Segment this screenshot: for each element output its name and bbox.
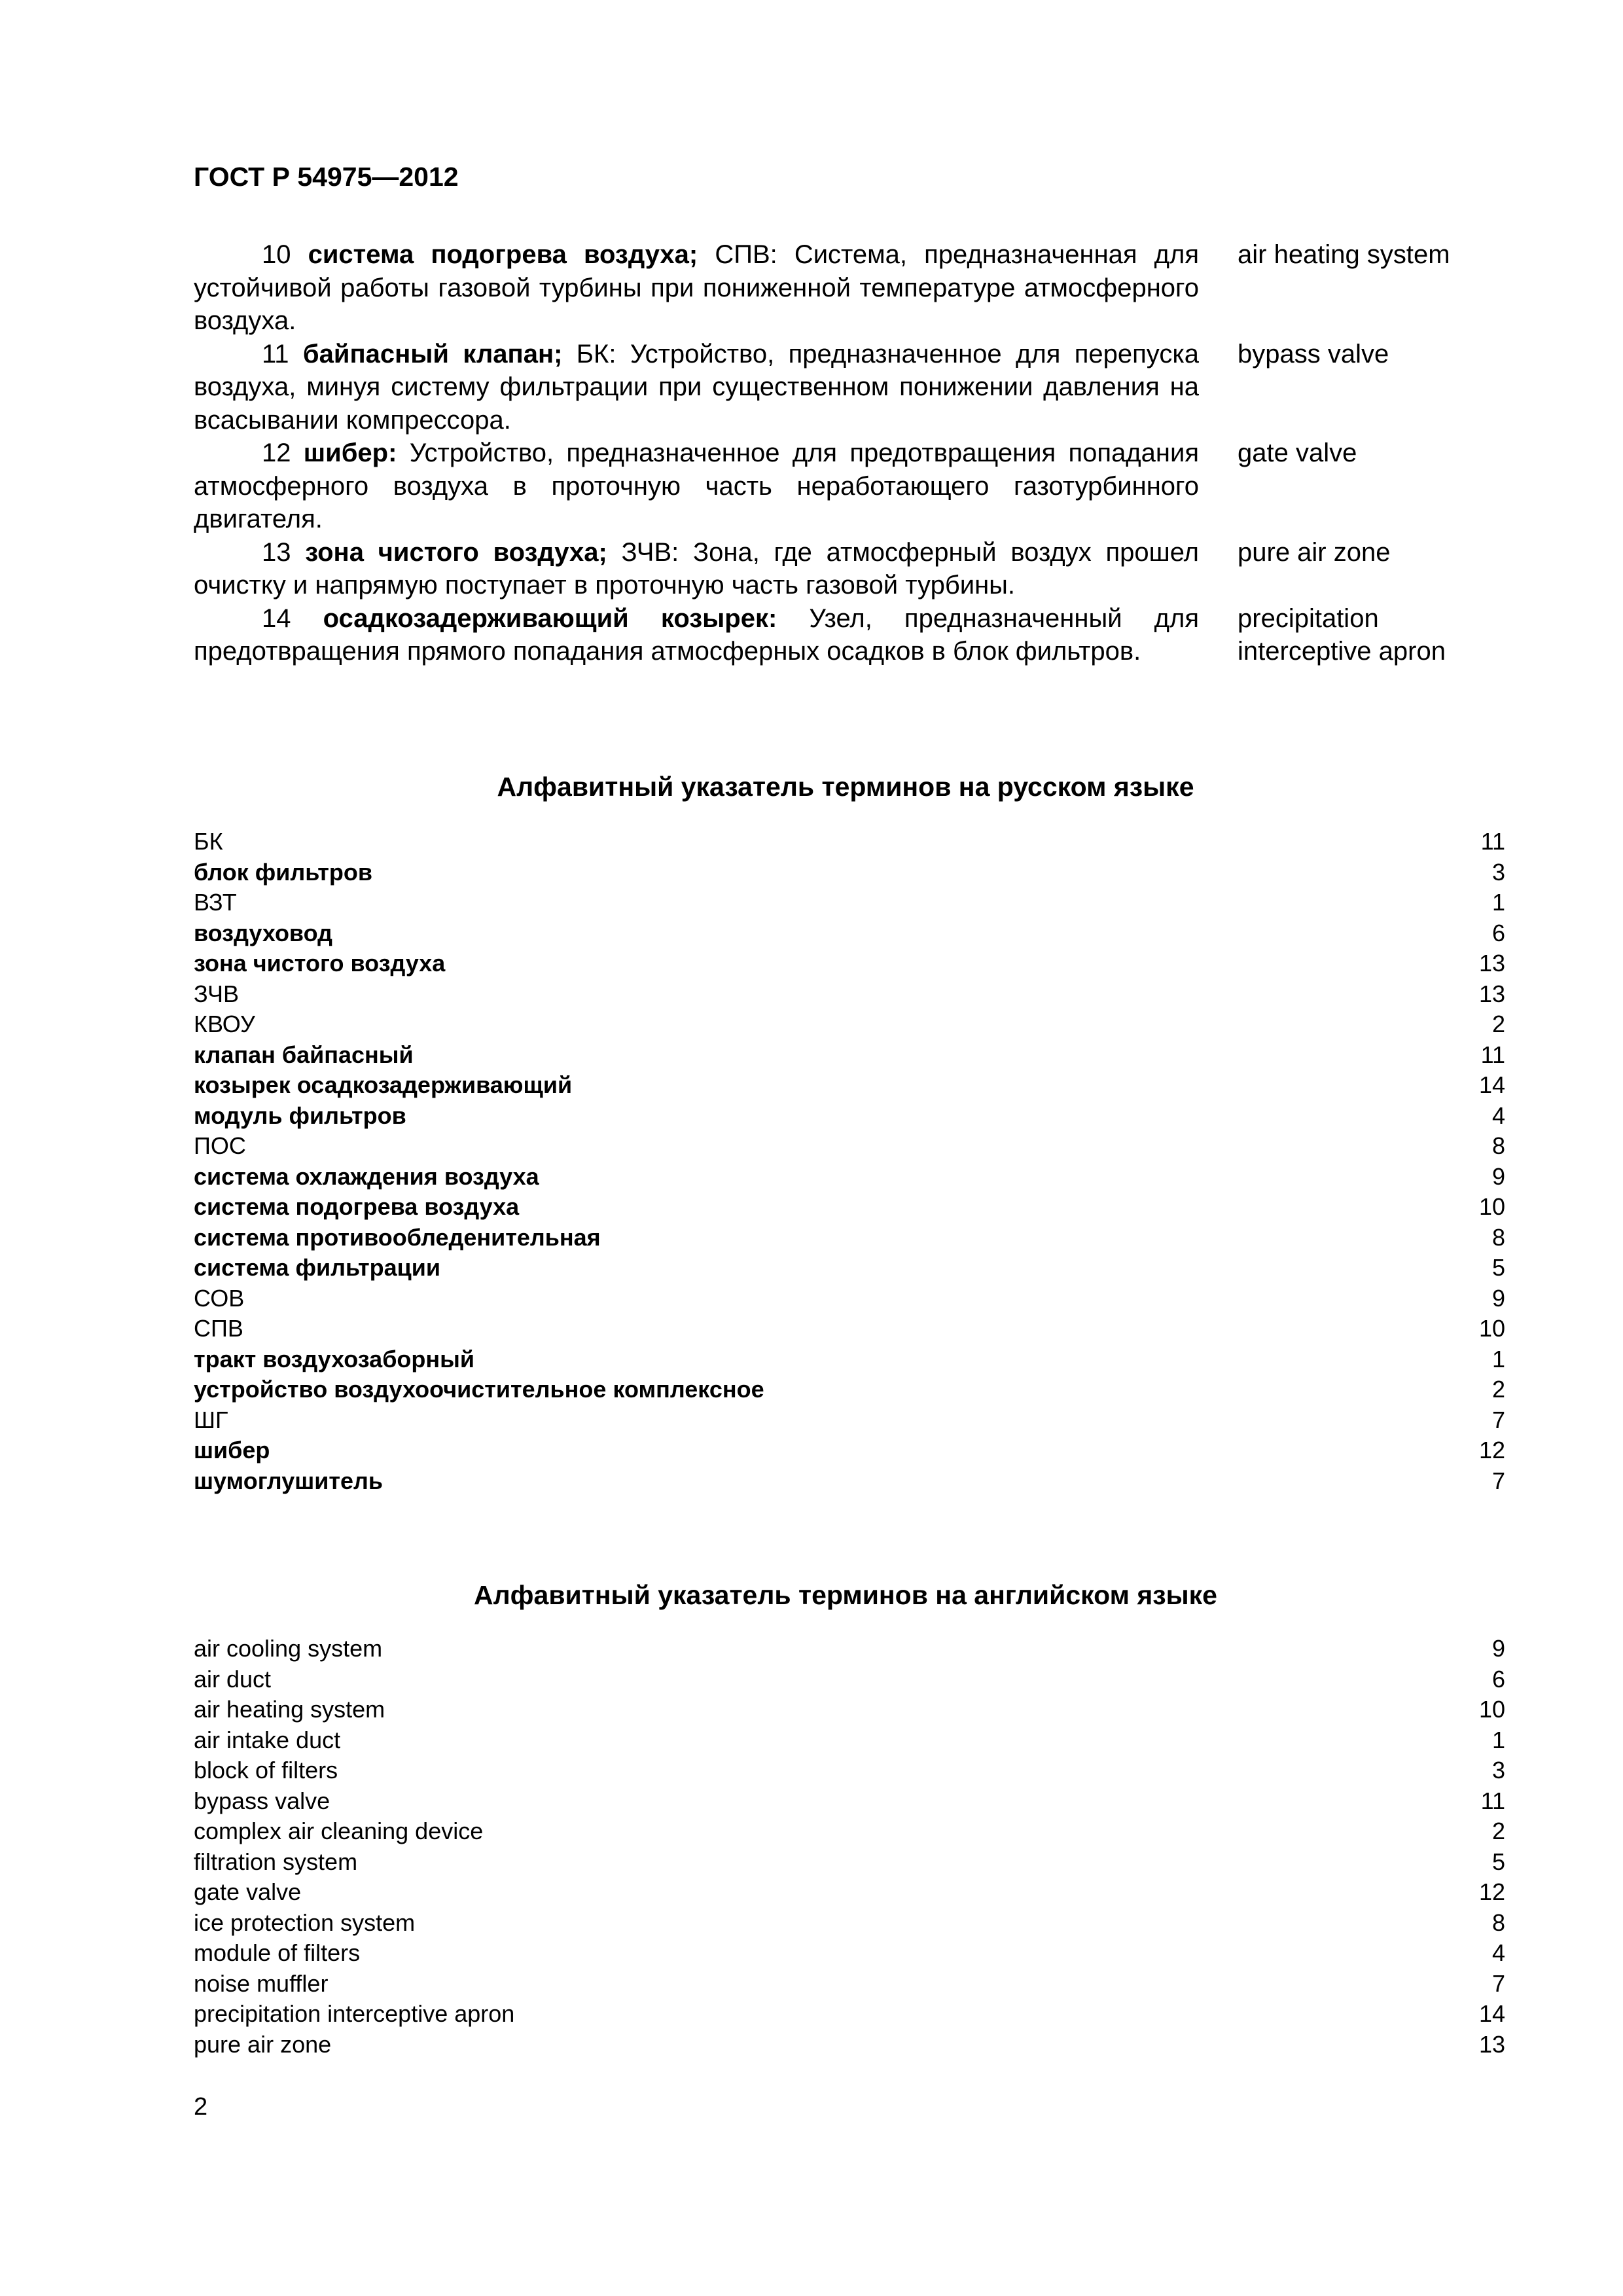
index-ref: 7 [1491, 1969, 1505, 1997]
index-entry [194, 948, 1505, 979]
index-entry [194, 1223, 1505, 1253]
page-number: 2 [194, 2093, 208, 2121]
index-entry [194, 1969, 1505, 2000]
term-definition [194, 536, 1199, 602]
index-ref: 10 [1478, 1696, 1505, 1723]
index-term: модуль фильтров [194, 1102, 406, 1129]
index-ref: 3 [1491, 858, 1505, 886]
index-ref: 9 [1491, 1635, 1505, 1662]
index-entry [194, 1816, 1505, 1847]
index-entry [194, 1435, 1505, 1466]
index-ref: 6 [1491, 919, 1505, 946]
index-ref: 2 [1491, 1011, 1505, 1037]
index-ref: 12 [1478, 1437, 1505, 1463]
russian-index-list [194, 827, 1505, 1496]
term-name: система подогрева воздуха; [308, 240, 698, 269]
term-entry [194, 238, 1503, 338]
index-ref: 8 [1491, 1132, 1505, 1159]
term-english: bypass valve [1238, 339, 1389, 368]
term-number: 10 [262, 240, 291, 269]
index-term: тракт воздухозаборный [194, 1345, 475, 1372]
term-name: шибер: [303, 439, 397, 467]
index-term: шумоглушитель [194, 1467, 383, 1494]
index-ref: 1 [1491, 1726, 1505, 1753]
index-entry [194, 1786, 1505, 1817]
index-entry [194, 1162, 1505, 1193]
index-entry [194, 1192, 1505, 1223]
index-entry [194, 1253, 1505, 1283]
term-english: precipitation interceptive apron [1238, 603, 1446, 666]
index-ref: 3 [1491, 1757, 1505, 1784]
index-term: precipitation interceptive apron [194, 2000, 515, 2027]
index-ref: 11 [1480, 828, 1505, 855]
index-entry [194, 1405, 1505, 1436]
index-ref: 14 [1478, 1071, 1505, 1098]
index-ref: 8 [1491, 1909, 1505, 1936]
index-term: ПОС [194, 1132, 246, 1159]
term-entry [194, 437, 1503, 536]
index-ref: 10 [1478, 1193, 1505, 1220]
term-english: gate valve [1238, 439, 1357, 467]
index-ref: 6 [1491, 1665, 1505, 1693]
index-term: система подогрева воздуха [194, 1193, 520, 1220]
term-number: 11 [262, 339, 289, 368]
index-entry [194, 1755, 1505, 1786]
index-term: БК [194, 828, 223, 855]
russian-index-title: Алфавитный указатель терминов на русском языке [497, 772, 1194, 802]
term-text: ЗЧВ: Зона, где атмосферный воздух прошел очистку и напрямую поступает в проточную часть газовой турбины. [194, 537, 1199, 600]
index-ref: 1 [1491, 889, 1505, 916]
index-term: air cooling system [194, 1635, 383, 1662]
index-term: ice protection system [194, 1909, 416, 1936]
index-entry [194, 1847, 1505, 1878]
index-entry [194, 857, 1505, 888]
index-term: шибер [194, 1437, 270, 1463]
index-term: КВОУ [194, 1011, 255, 1037]
term-definition [194, 602, 1199, 668]
index-term: module of filters [194, 1939, 361, 1966]
index-term: gate valve [194, 1878, 302, 1905]
index-entry [194, 1695, 1505, 1725]
term-entry [194, 602, 1503, 668]
term-name: осадкозадерживающий козырек: [323, 603, 777, 633]
index-entry [194, 1999, 1505, 2030]
index-term: air duct [194, 1665, 272, 1693]
term-english: air heating system [1238, 240, 1450, 269]
term-text: БК: Устройство, предназначенное для перепуска воздуха, минуя систему фильтрации при существенном понижении давления на всасывании компрессора. [194, 339, 1199, 435]
index-ref: 12 [1478, 1878, 1505, 1905]
index-ref: 10 [1478, 1315, 1505, 1342]
terms-list [194, 238, 1503, 668]
term-definition [194, 238, 1199, 338]
index-entry [194, 1938, 1505, 1969]
index-term: air heating system [194, 1696, 385, 1723]
term-number: 12 [262, 439, 291, 467]
english-index-list [194, 1634, 1505, 2060]
term-entry [194, 536, 1503, 602]
index-entry [194, 1070, 1505, 1101]
index-term: зона чистого воздуха [194, 950, 446, 977]
index-term: система фильтрации [194, 1254, 441, 1281]
index-ref: 11 [1480, 1787, 1505, 1814]
index-entry [194, 1634, 1505, 1664]
index-term: bypass valve [194, 1787, 330, 1814]
index-entry [194, 1101, 1505, 1132]
index-entry [194, 1664, 1505, 1695]
index-ref: 4 [1491, 1939, 1505, 1966]
index-term: блок фильтров [194, 858, 372, 886]
index-term: noise muffler [194, 1969, 329, 1997]
index-ref: 2 [1491, 1818, 1505, 1844]
document-header: ГОСТ Р 54975—2012 [194, 162, 459, 192]
term-entry [194, 338, 1503, 437]
index-ref: 13 [1478, 950, 1505, 977]
index-term: filtration system [194, 1848, 358, 1875]
index-term: устройство воздухоочистительное комплексное [194, 1376, 764, 1403]
term-text: Узел, предназначенный для предотвращения прямого попадания атмосферных осадков в блок фильтров. [194, 603, 1199, 666]
index-term: система противообледенительная [194, 1223, 601, 1251]
index-ref: 2 [1491, 1376, 1505, 1403]
index-ref: 7 [1491, 1406, 1505, 1433]
index-term: воздуховод [194, 919, 332, 946]
index-entry [194, 918, 1505, 949]
index-term: ЗЧВ [194, 980, 239, 1007]
term-text: Устройство, предназначенное для предотвращения попадания атмосферного воздуха в проточную часть неработающего газотурбинного двигателя. [194, 439, 1199, 533]
term-text: СПВ: Система, предназначенная для устойчивой работы газовой турбины при пониженной температуре атмосферного воздуха. [194, 240, 1199, 335]
term-definition [194, 437, 1199, 536]
index-ref: 9 [1491, 1284, 1505, 1312]
index-ref: 9 [1491, 1162, 1505, 1190]
index-ref: 4 [1491, 1102, 1505, 1129]
index-term: complex air cleaning device [194, 1818, 484, 1844]
index-entry [194, 1877, 1505, 1908]
index-ref: 1 [1491, 1345, 1505, 1372]
index-term: СПВ [194, 1315, 243, 1342]
index-ref: 14 [1478, 2000, 1505, 2027]
index-term: ВЗТ [194, 889, 237, 916]
index-ref: 5 [1491, 1848, 1505, 1875]
index-entry [194, 1314, 1505, 1344]
index-entry [194, 979, 1505, 1010]
index-entry [194, 1466, 1505, 1497]
index-term: air intake duct [194, 1726, 341, 1753]
term-name: зона чистого воздуха; [305, 537, 607, 567]
index-entry [194, 888, 1505, 918]
index-entry [194, 1344, 1505, 1375]
index-term: block of filters [194, 1757, 338, 1784]
term-name: байпасный клапан; [302, 339, 563, 368]
index-term: козырек осадкозадерживающий [194, 1071, 573, 1098]
index-ref: 5 [1491, 1254, 1505, 1281]
term-number: 14 [262, 603, 291, 633]
index-term: pure air zone [194, 2030, 332, 2058]
index-term: ШГ [194, 1406, 228, 1433]
index-entry [194, 1725, 1505, 1756]
index-ref: 13 [1478, 980, 1505, 1007]
index-entry [194, 2030, 1505, 2060]
index-ref: 8 [1491, 1223, 1505, 1251]
index-entry [194, 1908, 1505, 1939]
term-number: 13 [262, 537, 291, 567]
term-english: pure air zone [1238, 537, 1391, 567]
index-entry [194, 1040, 1505, 1071]
index-ref: 7 [1491, 1467, 1505, 1494]
index-entry [194, 1009, 1505, 1040]
index-entry [194, 1374, 1505, 1405]
english-index-title: Алфавитный указатель терминов на английском языке [474, 1580, 1217, 1610]
index-ref: 11 [1480, 1041, 1505, 1068]
index-term: клапан байпасный [194, 1041, 414, 1068]
index-term: система охлаждения воздуха [194, 1162, 539, 1190]
index-entry [194, 1283, 1505, 1314]
term-definition [194, 338, 1199, 437]
index-entry [194, 1131, 1505, 1162]
index-term: СОВ [194, 1284, 245, 1312]
index-entry [194, 827, 1505, 857]
index-ref: 13 [1478, 2030, 1505, 2058]
